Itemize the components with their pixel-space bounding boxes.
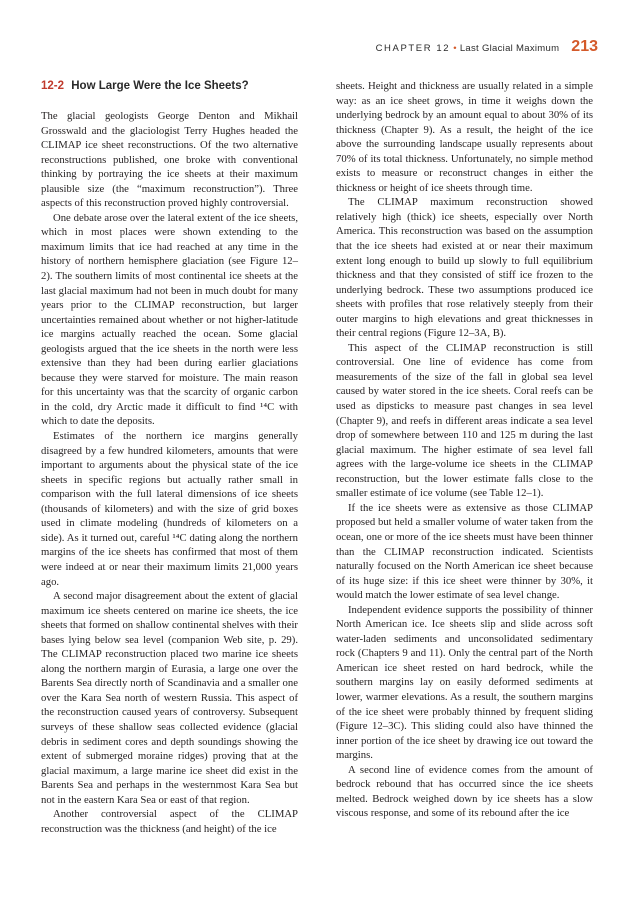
paragraph: The glacial geologists George Denton and Mikhail Grosswald and the glaciologist Terry Hughes headed the CLIMAP ice sheet reconstructions. Of the two alternative reconstructions published, one broke with conventional thinking by portraying the ice sheets at their maximum plausible size (the “maximum reconstruction”). Three aspects of this reconstruction proved highly controversial. [41,110,298,210]
paragraph: The CLIMAP maximum reconstruction showed relatively high (thick) ice sheets, especially over North America. This reconstruction was based on the assumption that the ice sheets had existed at or near their maximum extent long enough to build up slowly to full equilibrium thickness and that they consisted of stiff ice frozen to the underlying bedrock. These two assumptions produced ice sheets with profiles that rose relatively steeply from their outer margins to high elevations and great thicknesses in their central regions (Figure 12–3A, B). [336,196,593,340]
section-heading [41,79,298,93]
paragraph: One debate arose over the lateral extent of the ice sheets, which in most places were shown extending to the maximum limits that ice had reached at any time in the history of northern hemisphere glaciation (see Figure 12–2). The southern limits of most continental ice sheets at the last glacial maximum had not been in much doubt for many years prior to the CLIMAP reconstruction, but larger uncertainties remained about whether or not higher-latitude ice margins actually reached the ocean. Some glacial geologists argued that the ice sheets in the north were less extensive than they had been during earlier glaciations because they were starved for moisture. The main reason for this uncertainty was that the scarcity of organic carbon in the cold, dry Arctic made it difficult to find ¹⁴C with which to date the deposits. [41,211,298,428]
paragraph: A second major disagreement about the extent of glacial maximum ice sheets centered on marine ice sheets, the ice sheets that formed on shallow continental shelves with their bases lying below sea level (companion Web site, p. 29). The CLIMAP reconstruction placed two marine ice sheets along the northern margin of Eurasia, a large one over the Barents Sea directly north of Scandinavia and a smaller one over the Kara Sea north of western Russia. This aspect of the reconstruction caused years of controversy. Subsequent surveys of these shallow seas collected evidence (glacial debris in sediment cores and depth soundings showing the extent of submerged moraine ridges) proving that at the glacial maximum, a large marine ice sheet did exist in the Barents Sea and perhaps in the westernmost Kara Sea but not in the eastern Kara Sea or east of that region. [41,590,298,806]
paragraph: This aspect of the CLIMAP reconstruction is still controversial. One line of evidence has come from measurements of the size of the fall in global sea level caused by water stored in the ice sheets. Coral reefs can be used as dipsticks to measure past changes in sea level (Chapter 9), and reefs in different areas indicate a sea level drop of somewhere between 110 and 125 m during the last glacial maximum. The higher estimate of sea level fall agrees with the large-volume ice sheets in the CLIMAP reconstruction, but the lower estimate falls close to the smaller estimate of ice volume (see Table 12–1). [336,341,593,500]
page-number: 213 [571,38,598,55]
chapter-title: Last Glacial Maximum [459,43,560,54]
running-head [376,43,560,54]
paragraph: If the ice sheets were as extensive as those CLIMAP proposed but held a smaller volume of water taken from the ocean, one or more of the ice sheets must have been thinner than the CLIMAP reconstruction indicated. Scientists naturally focused on the North American ice sheet because of its huge size: if this ice sheet were thinner by 30%, it would match the lower estimate of sea level change. [336,501,593,602]
section-title: How Large Were the Ice Sheets? [71,80,249,92]
header-separator: • [453,43,457,54]
paragraph: sheets. Height and thickness are usually related in a simple way: as an ice sheet grows, in time it weighs down the underlying bedrock by an amount equal to about 30% of its thickness (Chapter 9). As a result, the height of the ice above the surrounding landscape usually represents about 70% of its total thickness. Unfortunately, no simple method exists to measure or reconstruct changes in either the thickness or height of ice sheets through time. [336,80,593,194]
page-header [376,38,598,56]
paragraph: A second line of evidence comes from the amount of bedrock rebound that has occurred since the ice sheets melted. Bedrock weighed down by ice sheets has a slow viscous response, and some of its rebound after the ice [336,763,593,820]
right-column [336,79,593,821]
left-column [41,79,298,836]
section-number: 12-2 [41,80,65,92]
paragraph: Estimates of the northern ice margins generally disagreed by a few hundred kilometers, amounts that were important to arguments about the physical state of the ice sheets in specific regions but actually rather small in comparison with the full lateral dimensions of ice sheets (thousands of kilometers) and with the size of grid boxes used in climate modeling (hundreds of kilometers on a side). As it turned out, careful ¹⁴C dating along the northern margins of the ice sheets has confirmed that most of them were indeed at or near their maximum limits 21,000 years ago. [41,430,298,588]
paragraph: Independent evidence supports the possibility of thinner North American ice. Ice sheets slip and slide across soft water-laden sediments and unconsolidated sedimentary rock (Chapters 9 and 11). Only the central part of the North American ice sheet rested on hard bedrock, while the southern margins lay on easily deformed sediments at lower, warmer elevations. As a result, the southern margins of the ice sheet were probably thinned by frequent sliding (Figure 12–3C). This sliding could also have thinned the inner portion of the ice sheet by drawing ice out toward the margins. [336,603,593,762]
chapter-label: CHAPTER 12 [375,43,451,54]
paragraph: Another controversial aspect of the CLIMAP reconstruction was the thickness (and height) of the ice [41,808,298,835]
